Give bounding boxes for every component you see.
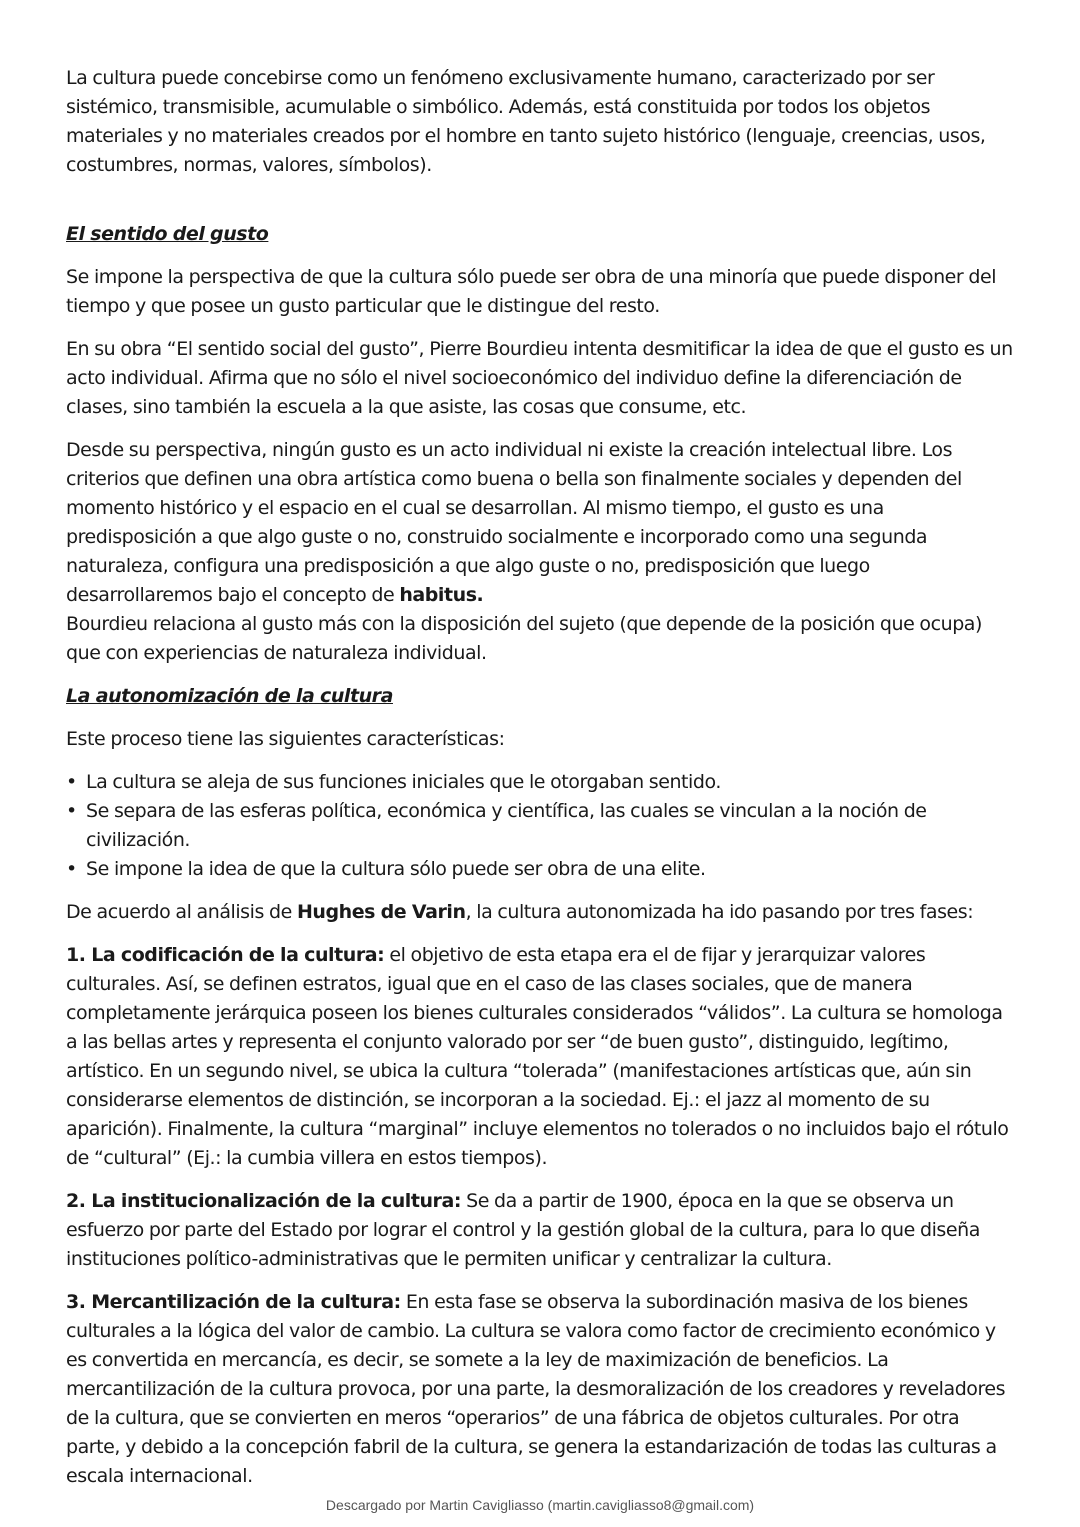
phase-paragraph-2 [66, 1187, 1016, 1274]
varin-pre-text: De acuerdo al análisis de [66, 901, 297, 923]
bullet-icon: • [66, 858, 77, 880]
varin-paragraph [66, 898, 1016, 927]
phase-text: Se da a partir de 1900, época en la que se observa un esfuerzo por parte del Estado por lograr el control y la gestión global de la cultura, para lo que diseña instituciones político-administrativas que le permiten unificar y centralizar la cultura. [66, 1190, 980, 1270]
phase-title: 2. La institucionalización de la cultura: [66, 1190, 461, 1212]
download-footer: Descargado por Martin Cavigliasso (martin.cavigliasso8@gmail.com) [325, 1497, 755, 1513]
phase-title: 1. La codificación de la cultura: [66, 944, 385, 966]
varin-post-text: , la cultura autonomizada ha ido pasando por tres fases: [465, 901, 974, 923]
gusto-paragraph-4: Bourdieu relaciona al gusto más con la disposición del sujeto (que depende de la posición que ocupa) que con experiencias de naturaleza individual. [66, 613, 982, 664]
gusto-paragraph-2: En su obra “El sentido social del gusto”, Pierre Bourdieu intenta desmitificar la idea de que el gusto es un acto individual. Afirma que no sólo el nivel socioeconómico del individuo define la diferenciación de clases, sino también la escuela a la que asiste, las cosas que consume, etc. [66, 338, 1013, 418]
list-item-text: La cultura se aleja de sus funciones iniciales que le otorgaban sentido. [86, 771, 721, 793]
list-item [66, 768, 1016, 797]
varin-author-name: Hughes de Varin [296, 901, 466, 923]
phase-title: 3. Mercantilización de la cultura: [66, 1291, 401, 1313]
phase-paragraph-1 [66, 941, 1016, 1173]
list-item [66, 797, 1016, 855]
phase-text: En esta fase se observa la subordinación masiva de los bienes culturales a la lógica del valor de cambio. La cultura se valora como factor de crecimiento económico y es convertida en mercancía, es decir, se somete a la ley de maximización de beneficios. La mercantilización de la cultura provoca, por una parte, la desmoralización de los creadores y reveladores de la cultura, que se convierten en meros “operarios” de una fábrica de objetos culturales. Por otra parte, y debido a la concepción fabril de la cultura, se genera la estandarización de todas las culturas a escala internacional. [66, 1291, 1006, 1487]
list-item-text: Se impone la idea de que la cultura sólo puede ser obra de una elite. [86, 858, 706, 880]
phase-paragraph-3 [66, 1288, 1016, 1491]
list-item [66, 855, 1016, 884]
list-item-text: Se separa de las esferas política, económica y científica, las cuales se vinculan a la noción de civilización. [86, 800, 927, 851]
habitus-term: habitus. [399, 584, 484, 606]
phase-text: el objetivo de esta etapa era el de fijar y jerarquizar valores culturales. Así, se definen estratos, igual que en el caso de las clases sociales, que de manera completamente jerárquica poseen los bienes culturales considerados “válidos”. La cultura se homologa a las bellas artes y representa el conjunto valorado por ser “de buen gusto”, distinguido, legítimo, artístico. En un segundo nivel, se ubica la cultura “tolerada” (manifestaciones artísticas que, aún sin considerarse elementos de distinción, se incorporan a la sociedad. Ej.: el jazz al momento de su aparición). Finalmente, la cultura “marginal” incluye elementos no tolerados o no incluidos bajo el rótulo de “cultural” (Ej.: la cumbia villera en estos tiempos). [66, 944, 1009, 1169]
characteristics-list [66, 768, 1016, 884]
intro-paragraph: La cultura puede concebirse como un fenómeno exclusivamente humano, caracterizado por ser sistémico, transmisible, acumulable o simbólico. Además, está constituida por todos los objetos materiales y no materiales creados por el hombre en tanto sujeto histórico (lenguaje, creencias, usos, costumbres, normas, valores, símbolos). [66, 67, 986, 176]
autonomizacion-intro: Este proceso tiene las siguientes características: [66, 728, 505, 750]
document-body [66, 64, 1016, 1505]
bullet-icon: • [66, 800, 77, 822]
section-heading-sentido-del-gusto: El sentido del gusto [66, 223, 269, 245]
gusto-paragraph-3-text: Desde su perspectiva, ningún gusto es un acto individual ni existe la creación intelectual libre. Los criterios que definen una obra artística como buena o bella son finalmente sociales y dependen del momento histórico y el espacio en el cual se desarrollan. Al mismo tiempo, el gusto es una predisposición a que algo guste o no, construido socialmente e incorporado como una segunda naturaleza, configura una predisposición a que algo guste o no, predisposición que luego desarrollaremos bajo el concepto de [66, 439, 962, 606]
gusto-paragraph-3 [66, 436, 1016, 610]
bullet-icon: • [66, 771, 77, 793]
gusto-paragraph-1: Se impone la perspectiva de que la cultura sólo puede ser obra de una minoría que puede disponer del tiempo y que posee un gusto particular que le distingue del resto. [66, 266, 997, 317]
section-heading-autonomizacion: La autonomización de la cultura [66, 685, 393, 707]
